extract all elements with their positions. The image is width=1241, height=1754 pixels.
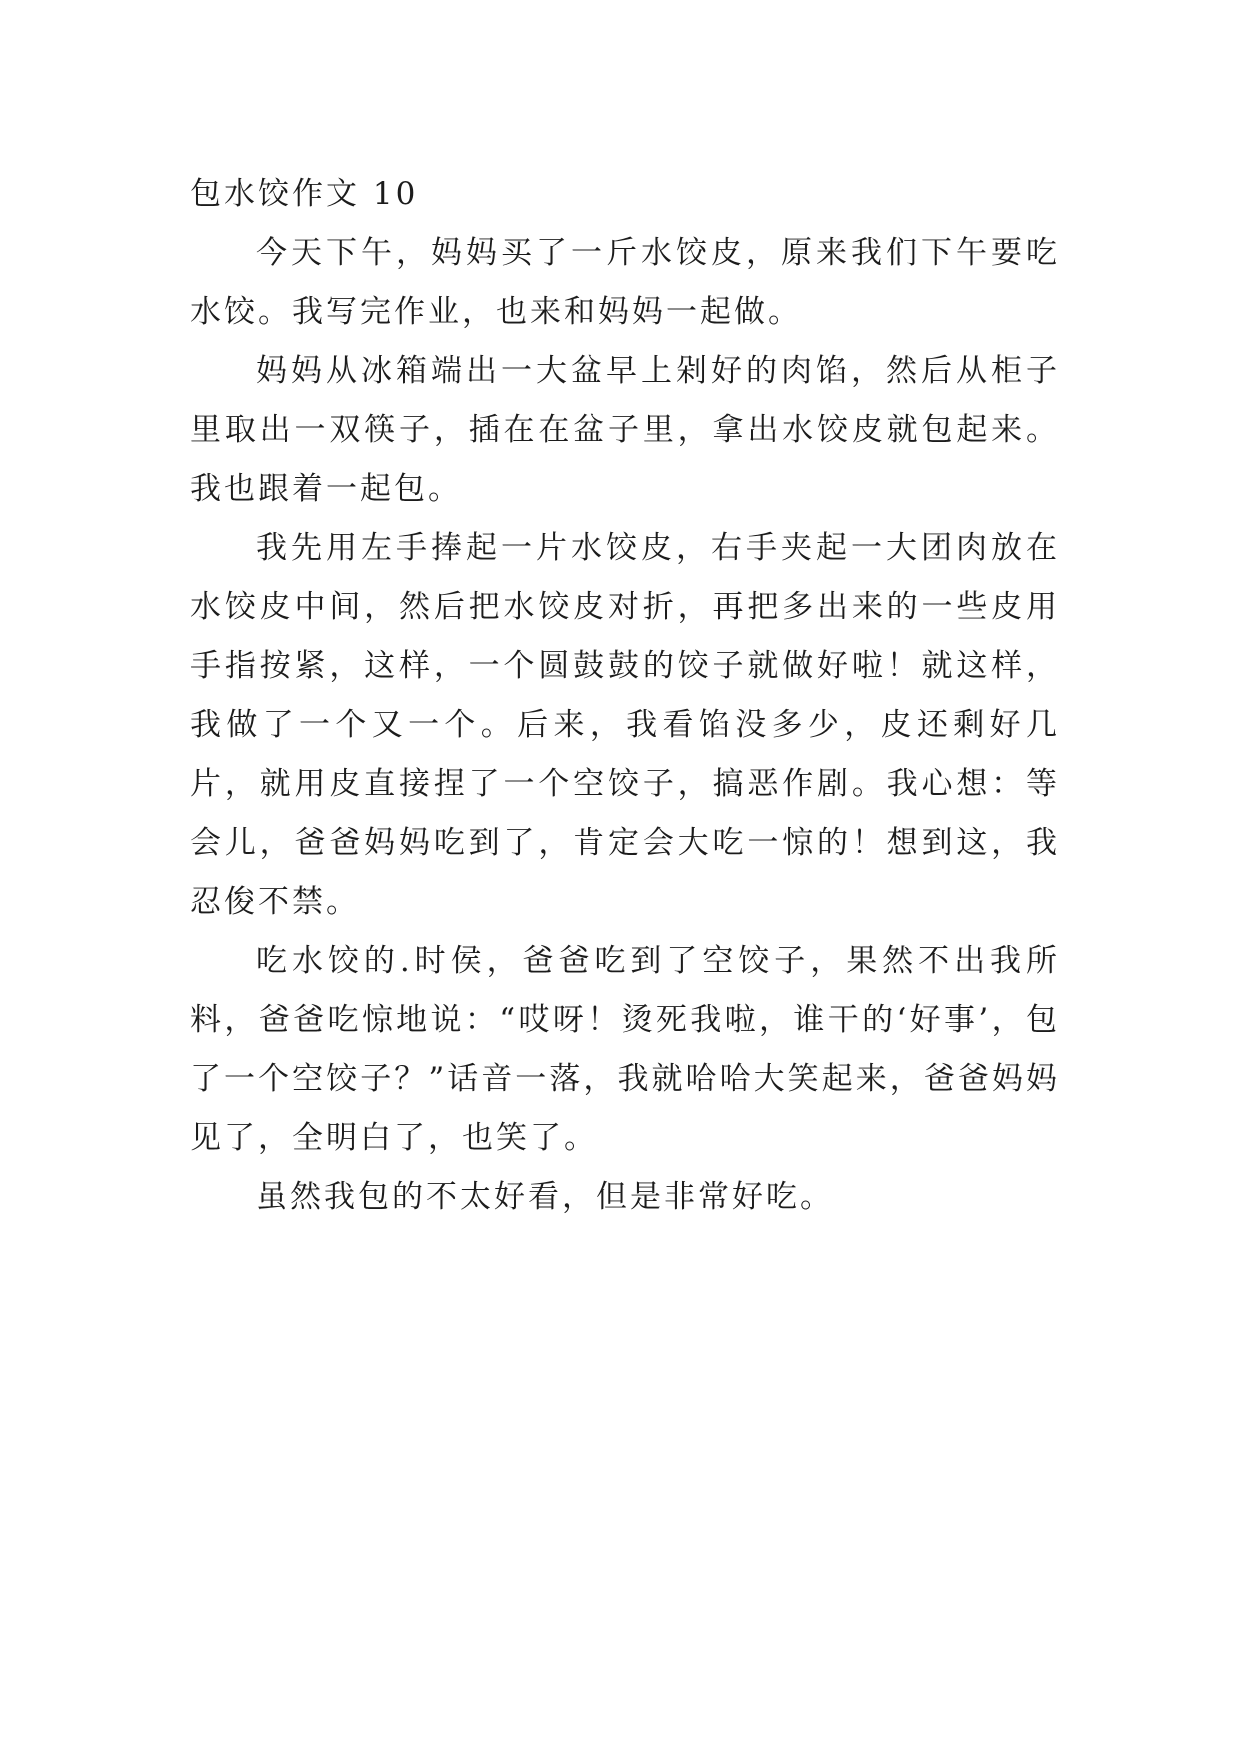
document-title: 包水饺作文 10 (190, 176, 419, 212)
paragraph-2: 妈妈从冰箱端出一大盆早上剁好的肉馅，然后从柜子里取出一双筷子，插在在盆子里，拿出水饺皮就包起来。我也跟着一起包。 (190, 353, 1060, 507)
document-body (190, 165, 1060, 1227)
paragraph-3: 我先用左手捧起一片水饺皮，右手夹起一大团肉放在水饺皮中间，然后把水饺皮对折，再把多出来的一些皮用手指按紧，这样，一个圆鼓鼓的饺子就做好啦！就这样，我做了一个又一个。后来，我看馅没多少，皮还剩好几片，就用皮直接捏了一个空饺子，搞恶作剧。我心想：等会儿，爸爸妈妈吃到了，肯定会大吃一惊的！想到这，我忍俊不禁。 (190, 530, 1060, 920)
paragraph-5: 虽然我包的不太好看，但是非常好吃。 (256, 1179, 834, 1215)
paragraph-4: 吃水饺的.时侯，爸爸吃到了空饺子，果然不出我所料，爸爸吃惊地说：“哎呀！烫死我啦，谁干的‘好事’，包了一个空饺子？”话音一落，我就哈哈大笑起来，爸爸妈妈见了，全明白了，也笑了。 (190, 943, 1060, 1156)
paragraph-1: 今天下午，妈妈买了一斤水饺皮，原来我们下午要吃水饺。我写完作业，也来和妈妈一起做。 (190, 235, 1060, 330)
